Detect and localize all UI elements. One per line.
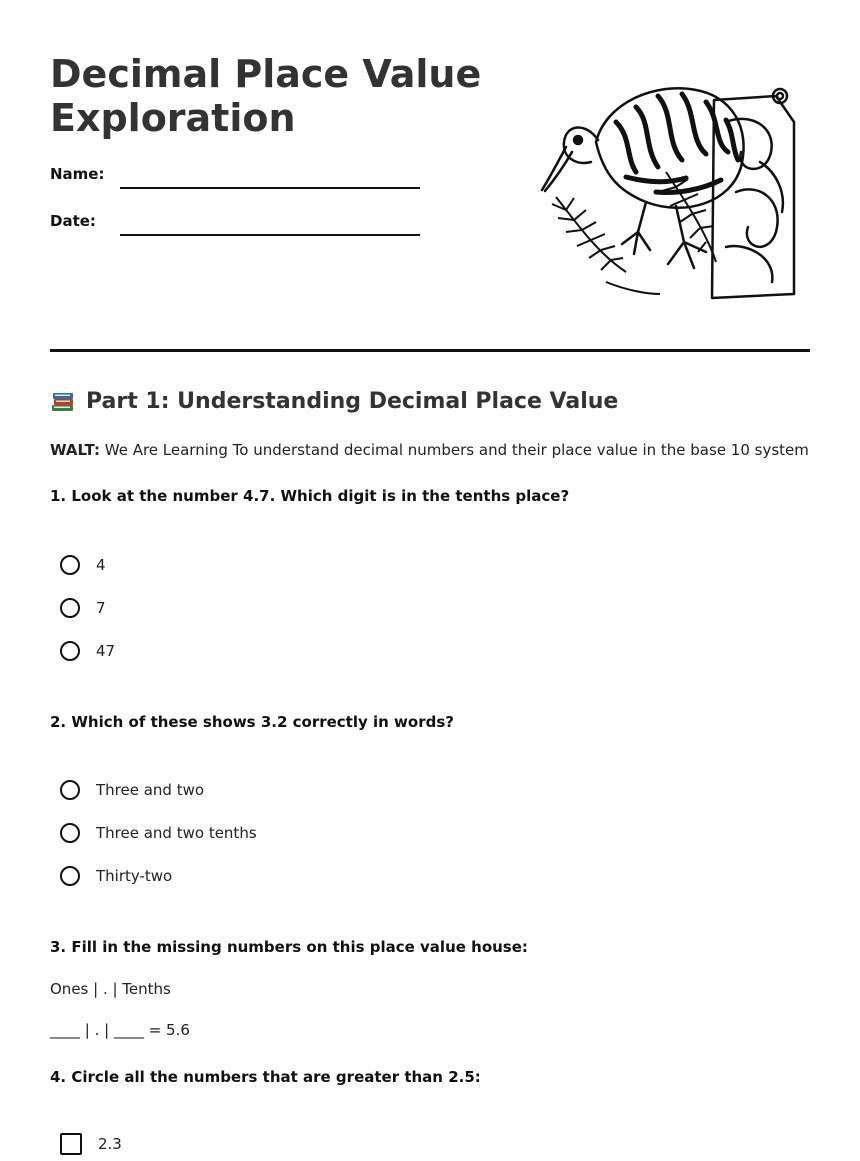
date-label: Date: (50, 212, 96, 230)
radio-button[interactable] (60, 823, 80, 843)
question-2-option-1[interactable] (60, 778, 204, 802)
section-heading (50, 388, 618, 414)
question-1-option-2[interactable] (60, 596, 106, 620)
option-label: 2.3 (98, 1135, 122, 1153)
radio-button[interactable] (60, 598, 80, 618)
option-label: 47 (96, 642, 116, 660)
option-label: Three and two tenths (96, 824, 257, 842)
option-label: Thirty-two (96, 867, 173, 885)
question-1-option-3[interactable] (60, 639, 115, 663)
place-value-header: Ones | . | Tenths (50, 980, 171, 998)
name-label: Name: (50, 165, 105, 183)
radio-button[interactable] (60, 780, 80, 800)
walt-text: We Are Learning To understand decimal numbers and their place value in the base 10 system (104, 441, 809, 459)
question-2-option-2[interactable] (60, 821, 257, 845)
question-4: 4. Circle all the numbers that are greater than 2.5: (50, 1068, 481, 1086)
books-icon (50, 388, 76, 414)
checkbox[interactable] (60, 1133, 82, 1155)
radio-button[interactable] (60, 866, 80, 886)
question-1-option-1[interactable] (60, 553, 106, 577)
question-2: 2. Which of these shows 3.2 correctly in words? (50, 713, 454, 731)
section-divider (50, 349, 810, 352)
question-1: 1. Look at the number 4.7. Which digit is in the tenths place? (50, 487, 570, 505)
walt-statement (50, 441, 809, 459)
radio-button[interactable] (60, 641, 80, 661)
option-label: Three and two (96, 781, 205, 799)
question-3: 3. Fill in the missing numbers on this place value house: (50, 938, 528, 956)
page-title: Decimal Place Value Exploration (50, 52, 482, 140)
question-2-option-3[interactable] (60, 864, 172, 888)
option-label: 4 (96, 556, 106, 574)
name-field[interactable] (120, 187, 420, 189)
place-value-blanks[interactable]: ____ | . | ____ = 5.6 (50, 1021, 190, 1039)
radio-button[interactable] (60, 555, 80, 575)
option-label: 7 (96, 599, 106, 617)
date-field[interactable] (120, 234, 420, 236)
section-heading-text: Part 1: Understanding Decimal Place Value (86, 388, 619, 414)
question-4-option-1[interactable] (60, 1132, 122, 1156)
kiwi-bird-illustration (536, 82, 806, 307)
walt-label: WALT: (50, 441, 100, 459)
